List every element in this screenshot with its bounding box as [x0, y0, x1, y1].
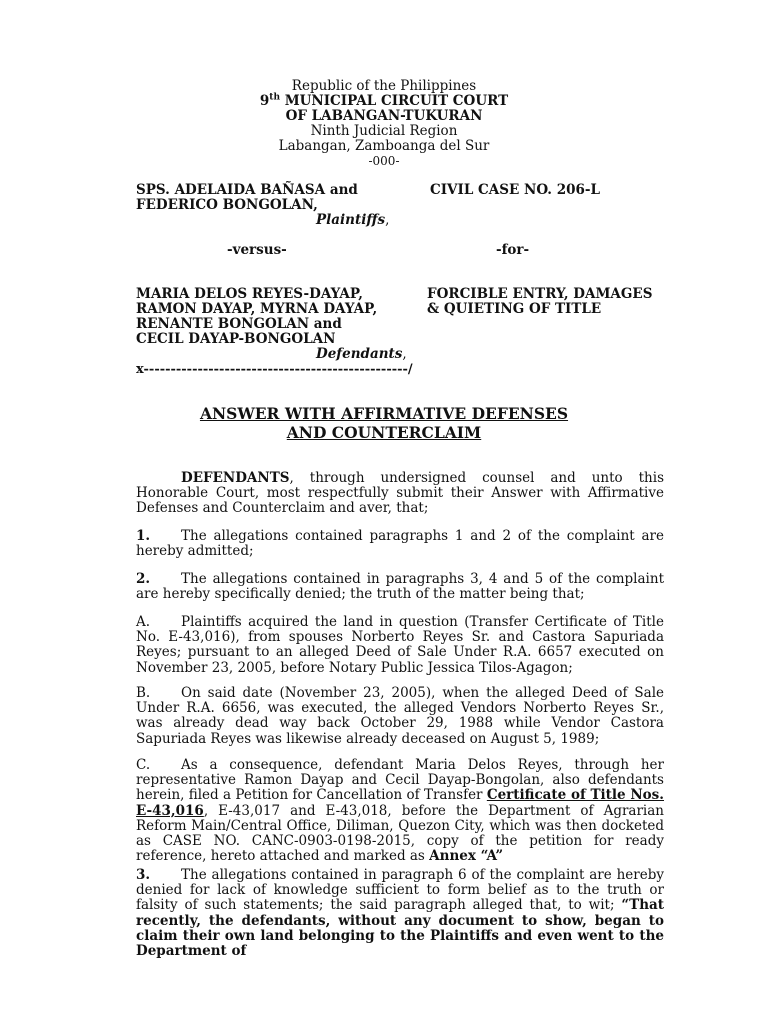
- paragraph-c: C. As a consequence, defendant Maria Delos Reyes, through her representative Ramon Dayap and Cecil Dayap-Bongolan, also defendants herein, filed a Petition for Cancellation of Transfer Certificate of Title Nos. E-43,016, E-43,017 and E-43,018, before the Department of Agrarian Reform Main/Central Office, Diliman, Quezon City, which was then docketed as CASE NO. CANC-0903-0198-2015, copy of the petition for ready reference, hereto attached and marked as Annex “A”: [136, 757, 664, 865]
- header-court-suffix: th: [269, 92, 280, 103]
- opening-paragraph: DEFENDANTS, through undersigned counsel and unto this Honorable Court, most respectfully submit their Answer with Affirmative Defenses and Counterclaim and aver, that;: [136, 470, 664, 517]
- defendant-line-4: CECIL DAYAP-BONGOLAN: [136, 331, 336, 347]
- nature-line-1: FORCIBLE ENTRY, DAMAGES: [427, 286, 653, 302]
- versus-label: -versus-: [227, 242, 287, 258]
- defendant-line-1: MARIA DELOS REYES-DAYAP,: [136, 286, 363, 302]
- defendants-label: Defendants,: [316, 346, 407, 362]
- header-court-name: MUNICIPAL CIRCUIT COURT: [284, 93, 509, 109]
- caption-closing-line: x-------------------------------------------------/: [136, 362, 413, 377]
- paragraph-b: B. On said date (November 23, 2005), when the alleged Deed of Sale Under R.A. 6656, was executed, the alleged Vendors Norberto Reyes Sr., was already dead way back October 29, 1988 while Vendor Castora Sapuriada Reyes was likewise already deceased on August 5, 1989;: [136, 685, 664, 747]
- header-court: [0, 94, 768, 109]
- document-title-line-2: AND COUNTERCLAIM: [286, 423, 482, 442]
- header-court-location: OF LABANGAN-TUKURAN: [285, 108, 483, 124]
- case-number: CIVIL CASE NO. 206-L: [430, 182, 600, 198]
- defendant-line-3: RENANTE BONGOLAN and: [136, 316, 342, 332]
- document-title-line-1: ANSWER WITH AFFIRMATIVE DEFENSES: [199, 404, 569, 423]
- paragraph-a: A. Plaintiffs acquired the land in question (Transfer Certificate of Title No. E-43,016), from spouses Norberto Reyes Sr. and Castora Sapuriada Reyes; pursuant to an alleged Deed of Sale Under R.A. 6657 executed on November 23, 2005, before Notary Public Jessica Tilos-Agagon;: [136, 614, 664, 676]
- paragraph-1: 1. The allegations contained paragraphs 1 and 2 of the complaint are hereby admitted;: [136, 528, 664, 560]
- plaintiffs-label: Plaintiffs,: [316, 212, 390, 228]
- header-court-number: 9: [259, 93, 270, 109]
- plaintiff-line-1: SPS. ADELAIDA BAÑASA and: [136, 182, 358, 198]
- header-place: Labangan, Zamboanga del Sur: [278, 138, 490, 154]
- plaintiff-line-2: FEDERICO BONGOLAN,: [136, 197, 318, 213]
- defendant-line-2: RAMON DAYAP, MYRNA DAYAP,: [136, 301, 378, 317]
- nature-line-2: & QUIETING OF TITLE: [427, 301, 602, 317]
- paragraph-3: 3. The allegations contained in paragraph 6 of the complaint are hereby denied for lack of knowledge sufficient to form belief as to the truth or falsity of such statements; the said paragraph alleged that, to wit; “That recently, the defendants, without any document to show, began to claim their own land belonging to the Plaintiffs and even went to the Department of: [136, 867, 664, 960]
- paragraph-2: 2. The allegations contained in paragraphs 3, 4 and 5 of the complaint are hereby specifically denied; the truth of the matter being that;: [136, 571, 664, 603]
- for-label: -for-: [496, 242, 530, 258]
- header-region: Ninth Judicial Region: [310, 123, 458, 139]
- header-separator: -000-: [368, 154, 400, 168]
- header-republic: Republic of the Philippines: [291, 78, 477, 94]
